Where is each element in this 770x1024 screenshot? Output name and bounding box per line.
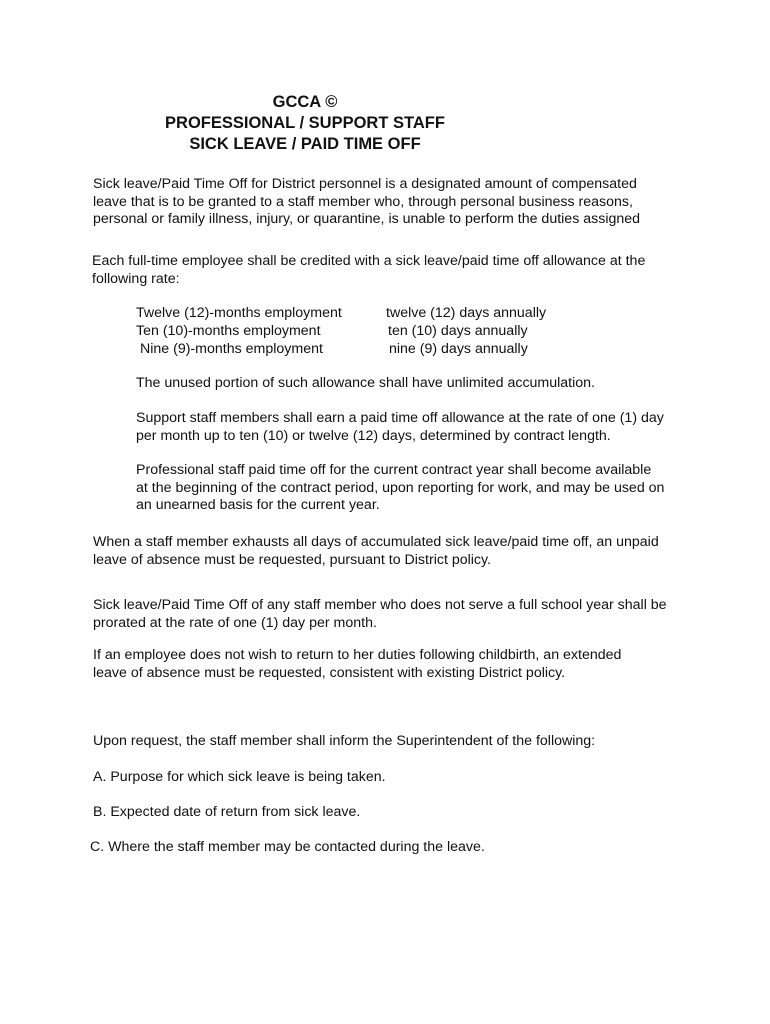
rate-allowance: ten (10) days annually [388,323,528,339]
childbirth-paragraph: If an employee does not wish to return to her duties following childbirth, an extended leave of absence must be requested, consistent with existing District policy. [93,647,622,681]
intro-paragraph: Sick leave/Paid Time Off for District personnel is a designated amount of compensated leave that is to be granted to a staff member who, through personal business reasons, personal or family illness, injury, or quarantine, is unable to perform the duties assigned [93,176,641,228]
rate-employment: Twelve (12)-months employment [136,305,342,321]
list-item-c: C. Where the staff member may be contacted during the leave. [90,839,485,855]
list-item-b: B. Expected date of return from sick leave. [93,804,361,820]
upon-request-paragraph: Upon request, the staff member shall inform the Superintendent of the following: [93,733,596,749]
credit-paragraph: Each full-time employee shall be credited with a sick leave/paid time off allowance at the following rate: [92,253,646,287]
title-line-2: PROFESSIONAL / SUPPORT STAFF [165,114,445,132]
prorated-paragraph: Sick leave/Paid Time Off of any staff member who does not serve a full school year shall be prorated at the rate of one (1) day per month. [93,597,667,631]
support-staff-paragraph: Support staff members shall earn a paid time off allowance at the rate of one (1) day per month up to ten (10) or twelve (12) days, determined by contract length. [136,410,664,444]
rate-allowance: twelve (12) days annually [386,305,547,321]
title-line-3: SICK LEAVE / PAID TIME OFF [189,135,421,153]
document-title [0,92,610,155]
rate-employment: Nine (9)-months employment [140,341,323,357]
rate-employment: Ten (10)-months employment [136,323,321,339]
exhausts-paragraph: When a staff member exhausts all days of accumulated sick leave/paid time off, an unpaid leave of absence must be requested, pursuant to District policy. [93,534,659,568]
list-item-a: A. Purpose for which sick leave is being taken. [93,769,386,785]
unused-paragraph: The unused portion of such allowance shall have unlimited accumulation. [136,375,596,391]
title-line-1: GCCA © [272,93,338,111]
rate-allowance: nine (9) days annually [389,341,528,357]
professional-staff-paragraph: Professional staff paid time off for the current contract year shall become available at the beginning of the contract period, upon reporting for work, and may be used on an unearned basis for the current year. [136,462,665,514]
